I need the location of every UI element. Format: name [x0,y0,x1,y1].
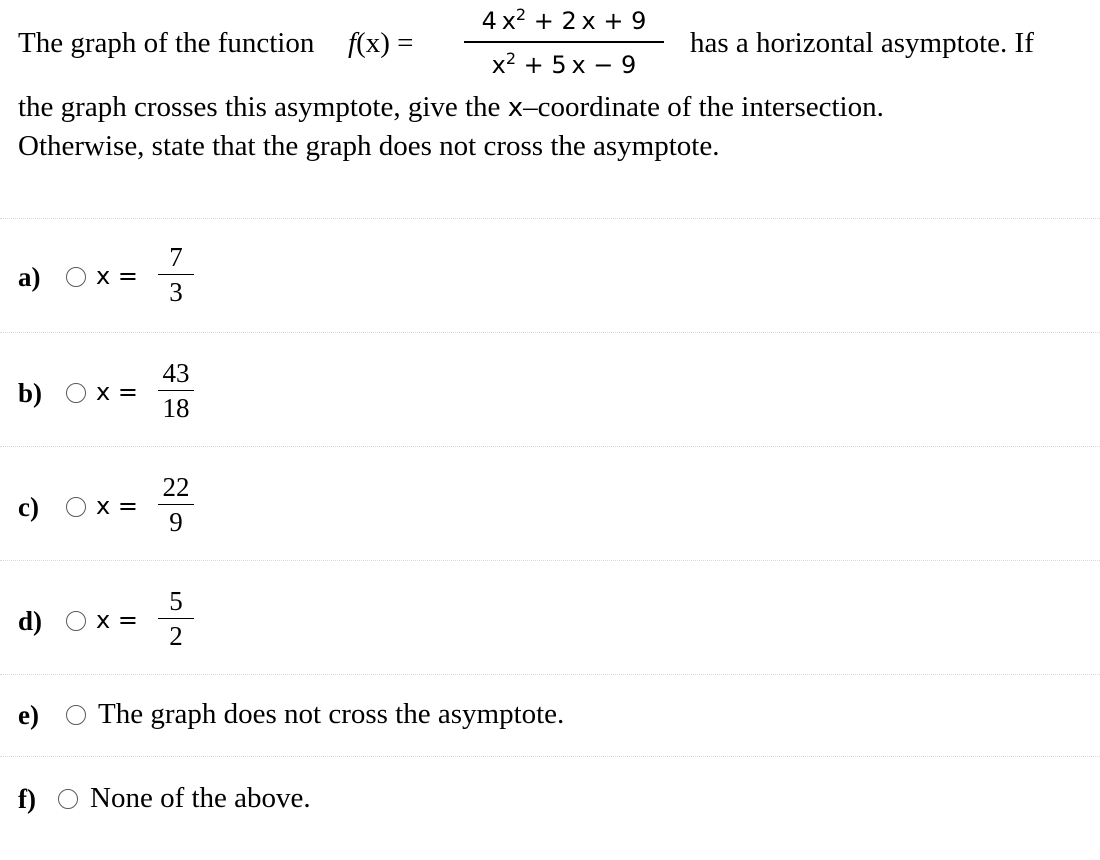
question-intro: The graph of the function [18,27,315,59]
option-variable: x = [96,262,138,290]
fraction-bar [464,41,664,43]
option-fraction [154,358,198,423]
option-text: The graph does not cross the asymptote. [98,698,565,730]
fraction-denominator: 9 [169,507,183,537]
function-fraction [464,3,664,83]
option-variable: x = [96,606,138,634]
radio-button-e[interactable] [66,705,86,725]
divider [0,560,1100,561]
divider [0,332,1100,333]
function-denominator: $x^2 + 5$ x − 9 [491,49,637,79]
option-letter: d) [18,606,43,636]
option-letter: e) [18,700,39,730]
question-line-3: Otherwise, state that the graph does not cross the asymptote. [18,130,720,162]
question-rest [18,88,1088,165]
radio-button-a[interactable] [66,267,86,287]
option-letter: c) [18,492,39,522]
question-line-1 [18,0,1088,88]
option-text: None of the above. [90,782,311,814]
option-fraction [154,586,198,651]
radio-button-c[interactable] [66,497,86,517]
option-variable: x = [96,378,138,406]
option-fraction [154,472,198,537]
radio-button-d[interactable] [66,611,86,631]
fraction-numerator: 22 [162,472,190,502]
option-letter: a) [18,262,41,292]
fraction-denominator: 3 [169,277,183,307]
divider [0,756,1100,757]
fraction-numerator: 43 [162,358,190,388]
fraction-numerator: 5 [169,586,183,616]
function-label: f(x) = [348,27,414,59]
divider [0,674,1100,675]
fraction-denominator: 2 [169,621,183,651]
divider [0,218,1100,219]
fraction-bar [158,274,194,275]
option-letter: f) [18,784,36,814]
option-letter: b) [18,378,43,408]
divider [0,446,1100,447]
fraction-bar [158,390,194,391]
option-variable: x = [96,492,138,520]
fraction-numerator: 7 [169,242,183,272]
function-numerator: 4 $x^2 + 2$ x + 9 [481,5,647,35]
fraction-denominator: 18 [162,393,190,423]
option-fraction [154,242,198,307]
radio-button-b[interactable] [66,383,86,403]
fraction-bar [158,504,194,505]
fraction-bar [158,618,194,619]
question-line-2: the graph crosses this asymptote, give the x–coordinate of the intersection. [18,91,884,123]
radio-button-f[interactable] [58,789,78,809]
question-text [18,0,1088,165]
question-after-fraction: has a horizontal asymptote. If [690,27,1034,59]
